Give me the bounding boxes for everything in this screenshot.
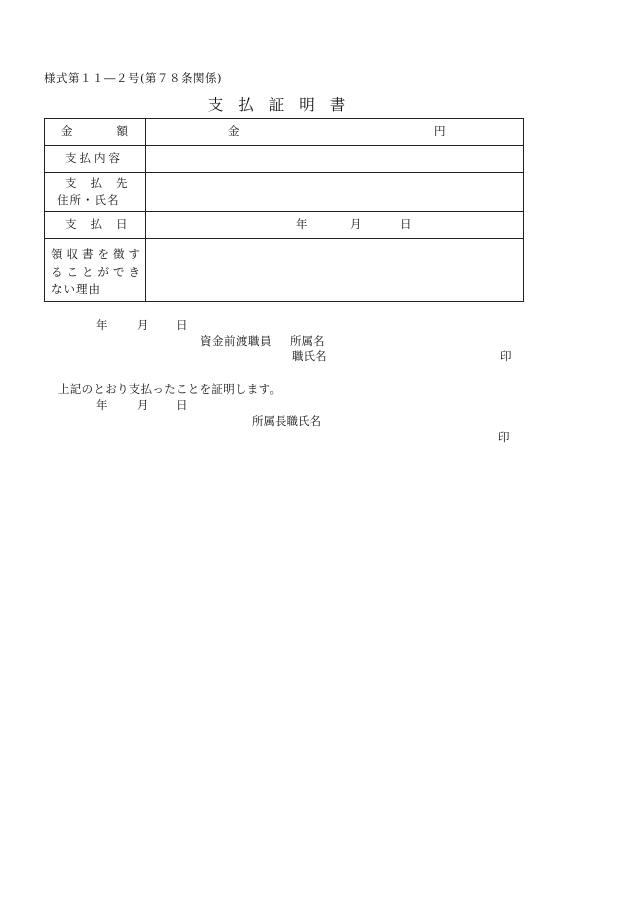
section1-title-name-label: 職氏名	[292, 349, 327, 363]
section2-year: 年	[96, 398, 108, 412]
amount-prefix: 金	[228, 124, 240, 138]
reason-label-line1: 領収書を徴す	[51, 247, 144, 261]
reason-row	[45, 239, 524, 302]
amount-label: 金額	[61, 124, 172, 138]
payee-row	[45, 173, 524, 212]
certification-statement: 上記のとおり支払ったことを証明します。	[58, 382, 282, 396]
reason-label-line2: ることができ	[51, 265, 144, 279]
reason-value-cell	[146, 239, 524, 302]
content-label: 支払内容	[65, 151, 123, 165]
amount-label-cell	[45, 119, 172, 146]
reason-label-line3: ない理由	[51, 282, 101, 296]
department-chief-label: 所属長職氏名	[252, 414, 321, 428]
section2-month: 月	[137, 398, 149, 412]
payee-label-line1: 支払先	[65, 176, 142, 190]
date-label: 支払日	[65, 217, 142, 231]
section1-month: 月	[137, 318, 149, 332]
section1-day: 日	[176, 318, 188, 332]
date-day: 日	[400, 217, 412, 231]
date-row	[45, 212, 524, 239]
section1-year: 年	[96, 318, 108, 332]
reason-label-cell	[45, 239, 146, 302]
advance-payment-official: 資金前渡職員	[200, 334, 272, 348]
date-year: 年	[296, 217, 308, 231]
date-value-cell	[146, 212, 524, 239]
section1-seal: 印	[500, 349, 512, 363]
certificate-table	[44, 118, 524, 302]
section2-day: 日	[176, 398, 188, 412]
amount-suffix: 円	[434, 124, 446, 138]
date-label-cell	[45, 212, 146, 239]
payee-value-cell	[146, 173, 524, 212]
section2-seal: 印	[498, 430, 510, 444]
content-label-cell	[45, 146, 146, 173]
payee-label-line2: 住所・氏名	[57, 193, 120, 207]
content-row	[45, 146, 524, 173]
section1-affiliation-label: 所属名	[290, 334, 325, 348]
date-month: 月	[350, 217, 362, 231]
form-number: 様式第１１―２号(第７８条関係)	[44, 71, 222, 85]
document-title: 支払証明書	[207, 96, 361, 114]
payee-label-cell	[45, 173, 146, 212]
amount-value-cell	[146, 119, 524, 146]
amount-row	[45, 119, 524, 146]
content-value-cell	[146, 146, 524, 173]
